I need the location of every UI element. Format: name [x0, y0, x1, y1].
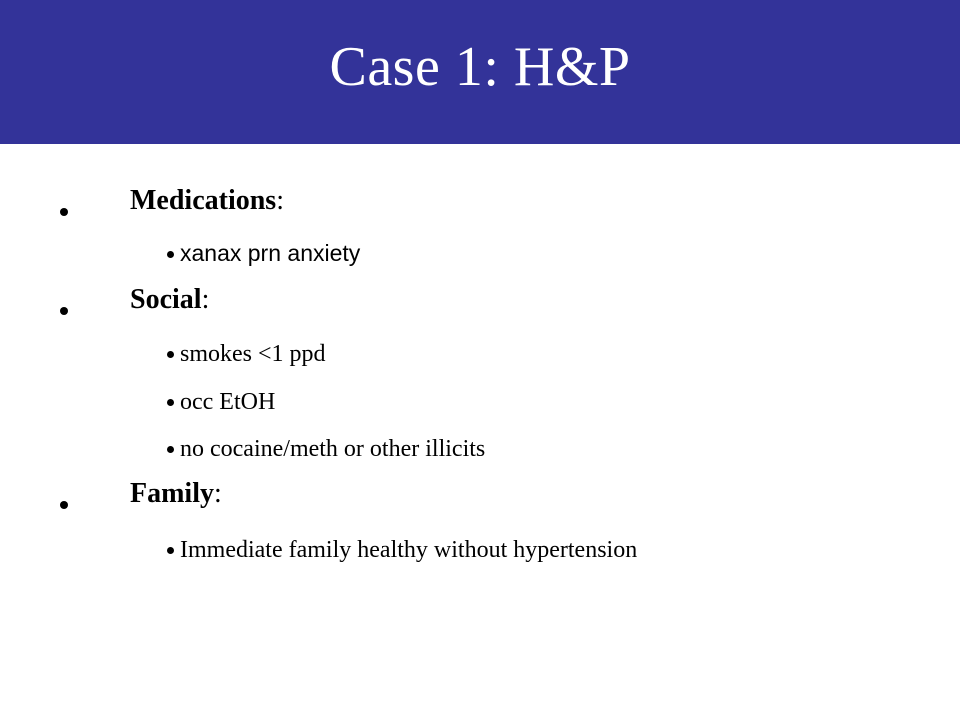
list-item: smokes <1 ppd: [180, 341, 326, 367]
bullet-icon: [60, 501, 68, 509]
section-heading-colon: :: [214, 478, 222, 509]
section-heading-colon: :: [276, 185, 284, 216]
sub-bullet-icon: [167, 351, 174, 358]
sub-bullet-icon: [167, 547, 174, 554]
list-item: occ EtOH: [180, 389, 276, 415]
section-heading-social: [130, 285, 209, 315]
section-heading-medications: [130, 186, 284, 216]
section-heading-colon: :: [201, 284, 210, 315]
section-heading-label: Social: [130, 284, 202, 315]
list-item: no cocaine/meth or other illicits: [180, 436, 486, 462]
sub-bullet-icon: [167, 251, 174, 258]
list-item: xanax prn anxiety: [180, 240, 361, 266]
bullet-icon: [60, 307, 68, 315]
section-heading-label: Medications: [130, 185, 277, 216]
section-heading-label: Family: [130, 478, 214, 509]
section-heading-family: [130, 479, 222, 509]
list-item: Immediate family healthy without hypertension: [180, 537, 638, 563]
bullet-icon: [60, 208, 68, 216]
sub-bullet-icon: [167, 446, 174, 453]
sub-bullet-icon: [167, 399, 174, 406]
slide-title: Case 1: H&P: [329, 36, 631, 98]
